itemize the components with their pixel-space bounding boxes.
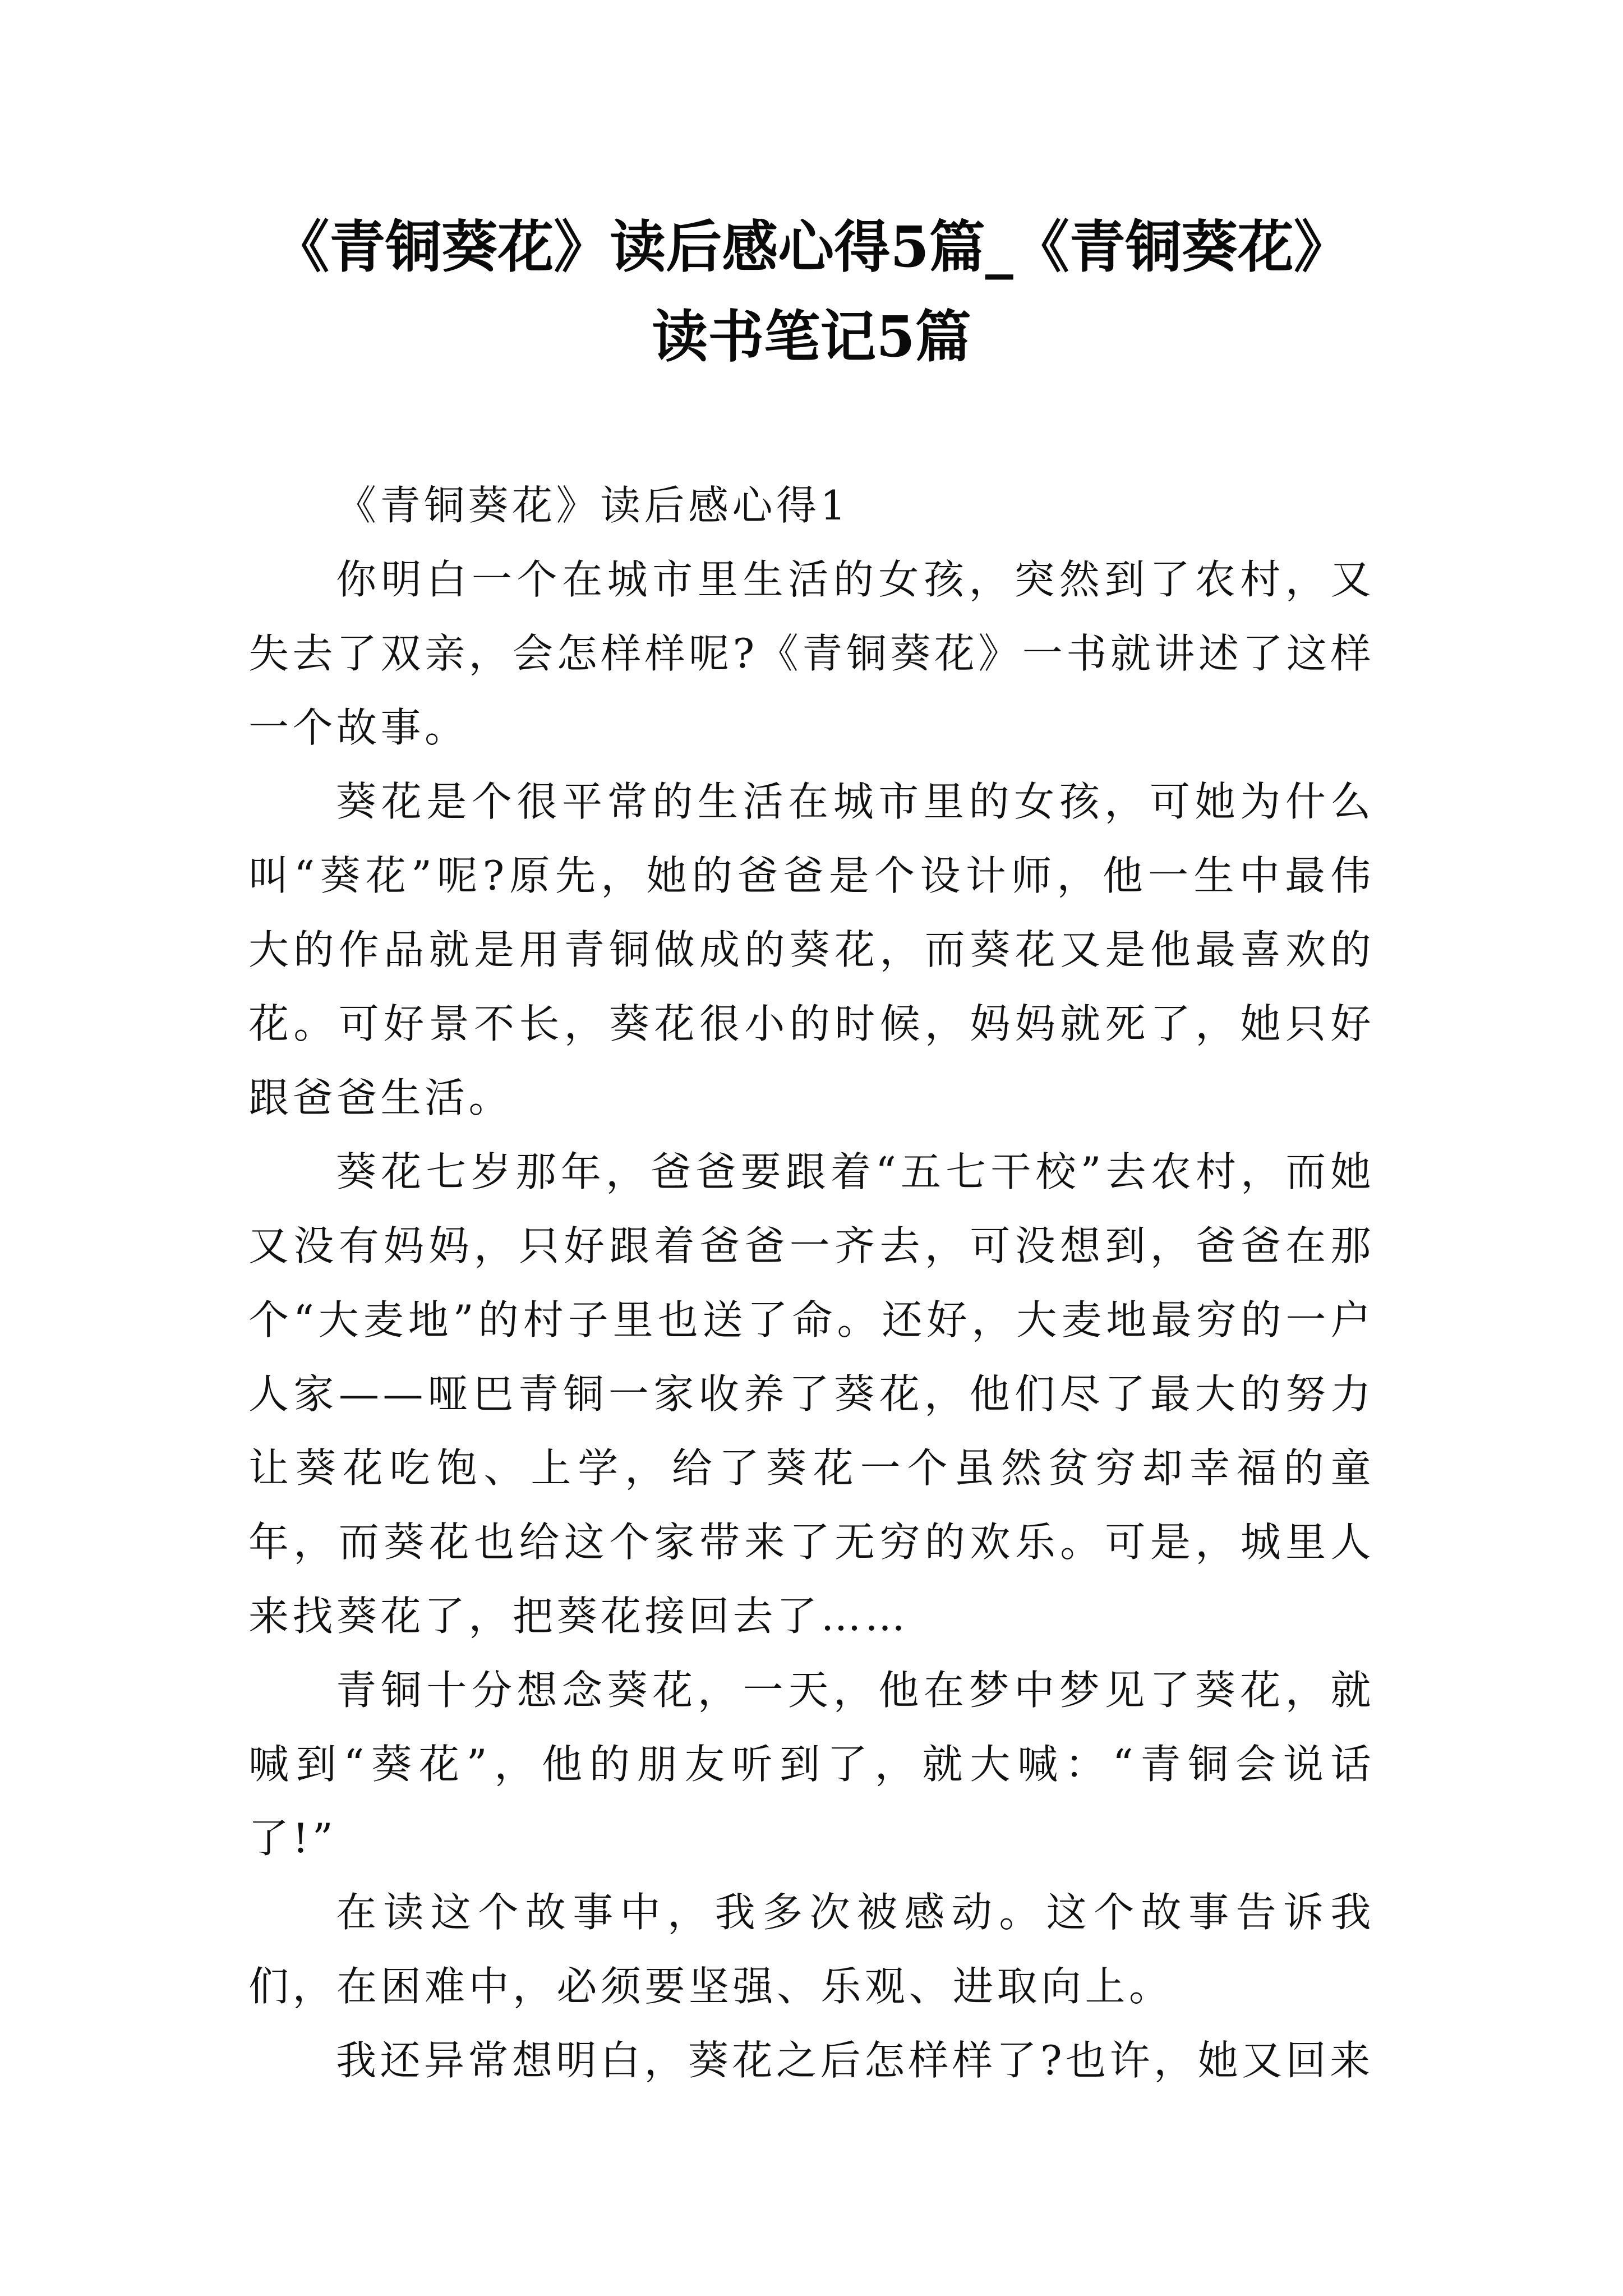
paragraph-4: 青铜十分想念葵花，一天，他在梦中梦见了葵花，就喊到“葵花”，他的朋友听到了，就大喊：“青铜会说话了!” [248, 1667, 1375, 1862]
document-title-line-2: 读书笔记5篇 [652, 303, 971, 370]
section-heading: 《青铜葵花》读后感心得1 [336, 482, 850, 529]
paragraph-3: 葵花七岁那年，爸爸要跟着“五七干校”去农村，而她又没有妈妈，只好跟着爸爸一齐去，可没想到，爸爸在那个“大麦地”的村子里也送了命。还好，大麦地最穷的一户人家——哑巴青铜一家收养了葵花，他们尽了最大的努力让葵花吃饱、上学，给了葵花一个虽然贫穷却幸福的童年，而葵花也给这个家带来了无穷的欢乐。可是，城里人来找葵花了，把葵花接回去了…… [248, 1148, 1375, 1640]
paragraph-2: 葵花是个很平常的生活在城市里的女孩，可她为什么叫“葵花”呢?原先，她的爸爸是个设计师，他一生中最伟大的作品就是用青铜做成的葵花，而葵花又是他最喜欢的花。可好景不长，葵花很小的时候，妈妈就死了，她只好跟爸爸生活。 [248, 778, 1375, 1121]
paragraph-6: 我还异常想明白，葵花之后怎样样了?也许，她又回来 [336, 2037, 1374, 2084]
document-body [248, 468, 1375, 2097]
paragraph-1: 你明白一个在城市里生活的女孩，突然到了农村，又失去了双亲，会怎样样呢?《青铜葵花》一书就讲述了这样一个故事。 [248, 556, 1375, 751]
paragraph-5: 在读这个故事中，我多次被感动。这个故事告诉我们，在困难中，必须要坚强、乐观、进取向上。 [248, 1889, 1375, 2010]
document-title-line-1: 《青铜葵花》读后感心得5篇_《青铜葵花》 [273, 214, 1350, 280]
document-title [168, 202, 1455, 381]
